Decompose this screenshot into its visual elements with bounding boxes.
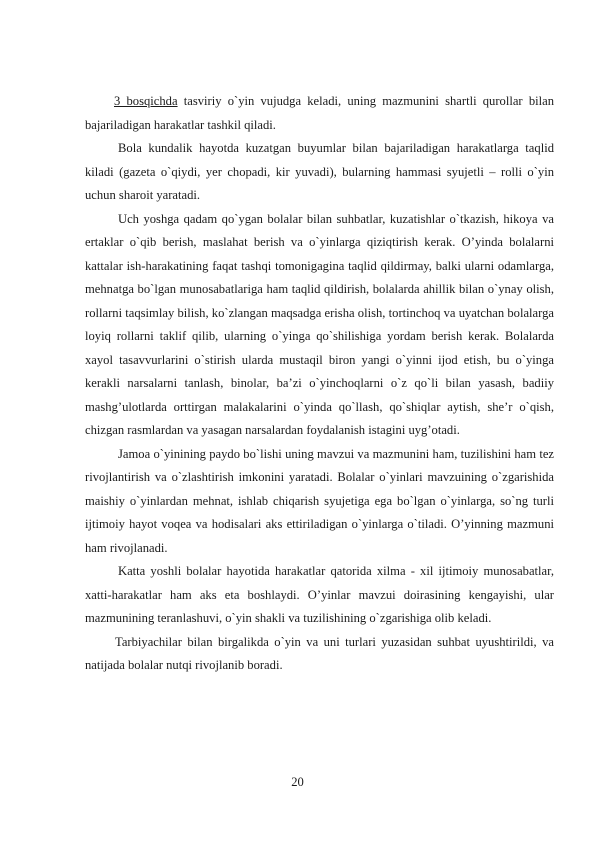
paragraph-group-play: Jamoa o`yinining paydo bo`lishi uning mavzui va mazmunini ham, tuzilishini ham tez rivojlantirish va o`zlashtirish imkonini yaratadi. Bolalar o`yinlari mavzuining o`zgarishida maishiy o`yinlardan mehnat, ishlab chiqarish syujetiga ega bo`lgan o`yinlarga, so`ng turli ijtimoiy hayot voqea va hodisalari aks ettiriladigan o`yinlarga o`tiladi. O’yinning mazmuni ham rivojlanadi. <box>85 446 554 555</box>
paragraph-stage-3 <box>85 90 554 137</box>
paragraph-imitation: Bola kundalik hayotda kuzatgan buyumlar bilan bajariladigan harakatlarga taqlid kiladi (gazeta o`qiydi, yer chopadi, kir yuvadi), bularning hammasi syujetli – rolli o`yin uchun sharoit yaratadi. <box>85 141 554 202</box>
paragraph-three-year-olds: Uch yoshga qadam qo`ygan bolalar bilan suhbatlar, kuzatishlar o`tkazish, hikoya va ertaklar o`qib berish, maslahat berish va o`yinlarga qiziqtirish kerak. O’yinda bolalarni kattalar ish-harakatining faqat tashqi tomonigagina taqlid qildirmay, balki ularni odamlarga, mehnatga bo`lgan munosabatlariga ham taqlid qildirish, bolalarda ahillik bilan o`ynay olish, rollarni taqsimlay bilish, ko`zlangan maqsadga erisha olish, tortinchoq va uyatchan bolalarga loyiq rollarni taklif qilib, ularning o`yinga qo`shilishiga yordam berish kerak. Bolalarda xayol tasavvurlarini o`stirish ularda mustaqil biron yangi o`yinni ijod etish, bu o`yinga kerakli narsalarni tanlash, binolar, ba’zi o`yinchoqlarni o`z qo`li bilan yasash, badiiy mashg’ulotlarda orttirgan malakalarini o`yinda qo`llash, qo`shiqlar aytish, she’r o`qish, chizgan rasmlardan va yasagan narsalardan foydalanish istagini uyg’otadi. <box>85 211 554 437</box>
body-text <box>85 90 554 678</box>
paragraph-conclusion: Tarbiyachilar bilan birgalikda o`yin va uni turlari yuzasidan suhbat uyushtirildi, va natijada bolalar nutqi rivojlanib boradi. <box>85 634 554 672</box>
underlined-term: 3 bosqichda <box>114 94 178 108</box>
page-number: 20 <box>291 775 304 789</box>
paragraph-text: tasviriy o`yin vujudga keladi, uning mazmunini shartli qurollar bilan bajariladigan harakatlar tashkil qiladi. <box>85 94 555 132</box>
paragraph-older-children: Katta yoshli bolalar hayotida harakatlar qatorida xilma - xil ijtimoiy munosabatlar, xatti-harakatlar ham aks eta boshlaydi. O’yinlar mavzui doirasining kengayishi, ular mazmunining teranlashuvi, o`yin shakli va tuzilishining o`zgarishiga olib keladi. <box>85 564 554 625</box>
